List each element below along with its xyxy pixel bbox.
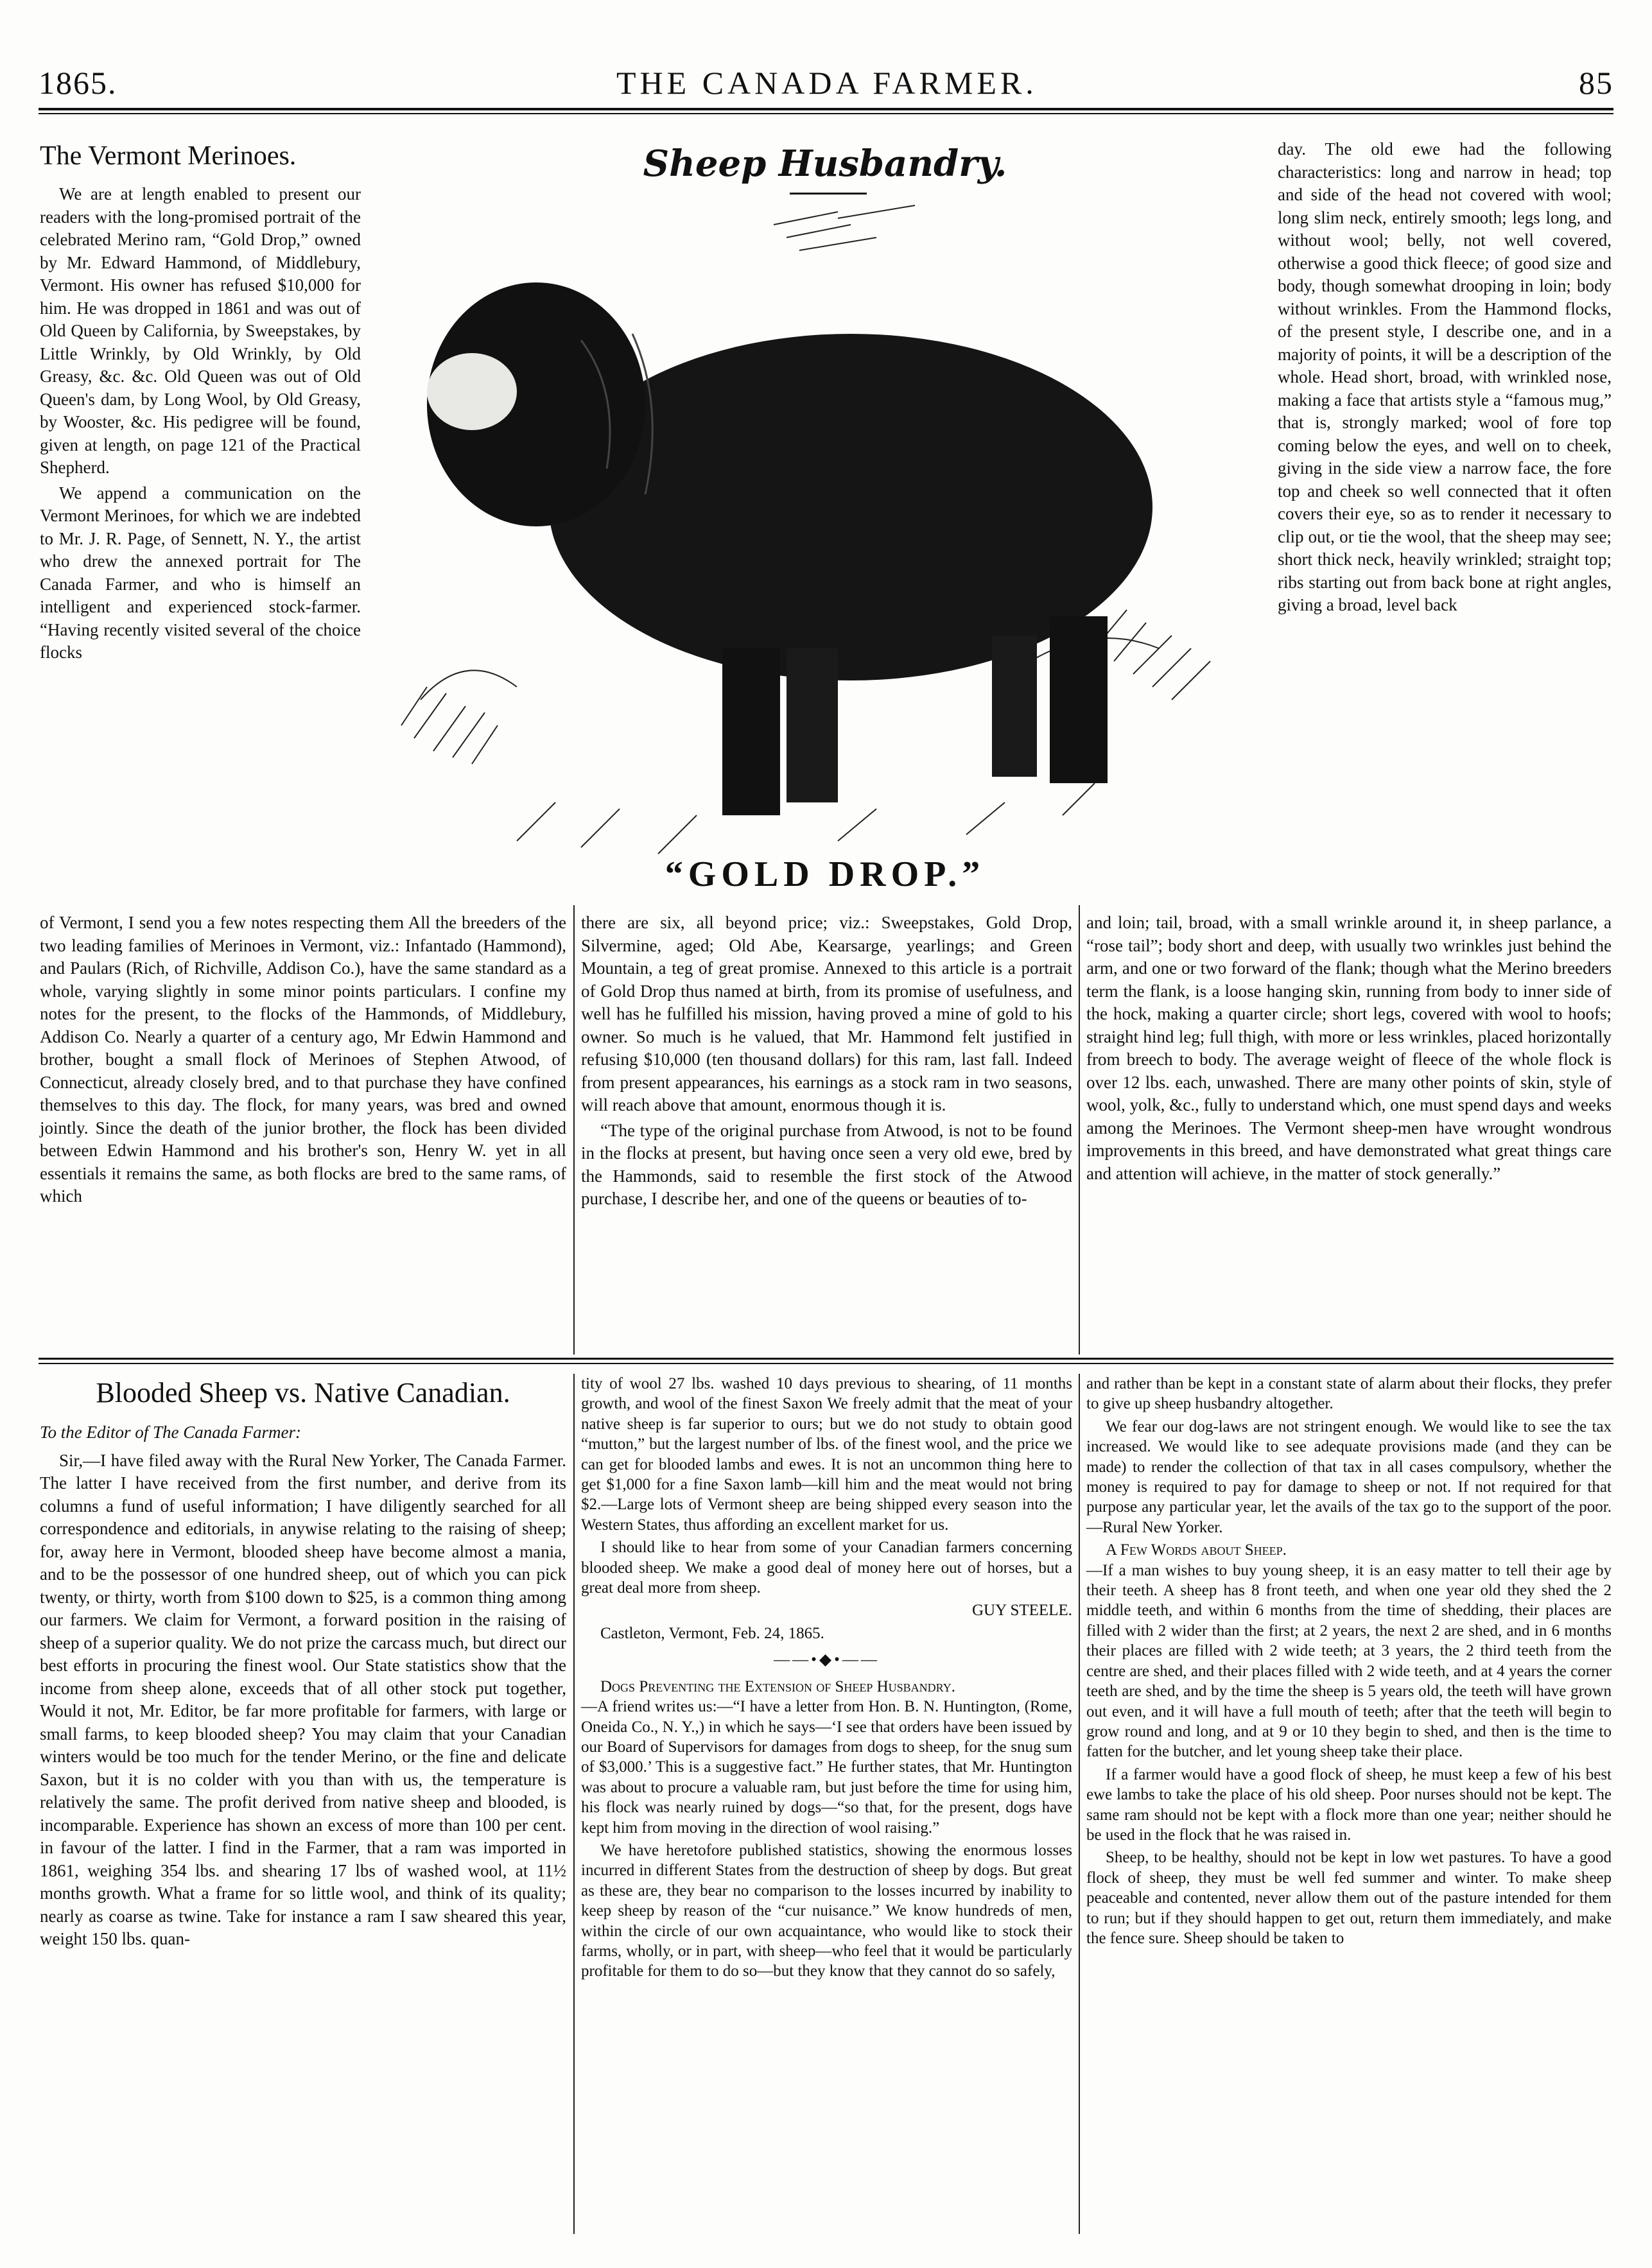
article-vermont-merinoes-col3: [1086, 912, 1612, 1188]
paragraph: and rather than be kept in a constant state of alarm about their flocks, they prefer to give up sheep husbandry altogether.: [1086, 1375, 1612, 1413]
paragraph: Sir,—I have filed away with the Rural New Yorker, The Canada Farmer. The latter I have received from the first number, and derive from its columns a fund of useful information; I have diligently searched for all correspondence and editorials, in anywise relating to the raising of sheep; for, away here in Vermont, blooded sheep have become almost a mania, and to be the possessor of one hundred sheep, out of which you can pick twenty, or thirty, worth from $100 down to $25, is a common thing among our farmers. We claim for Vermont, a forward position in the raising of sheep of a superior quality. We do not prize the carcass much, but direct our best efforts in procuring the finest wool. Our State statistics show that the income from sheep alone, exceeds that of all other stock put together, Would it not, Mr. Editor, be far more profitable for farmers, with large or small farms, to keep blooded sheep? You may claim that your Canadian winters would be too much for the tender Merino, or the fine and delicate Saxon, but it is no colder with you than with us, the temperature is relatively the same. The profit derived from native sheep and blooded, is incomparable. Experience has shown an excess of more than 100 per cent. in favour of the latter. I find in the Farmer, that a ram was imported in 1861, weighing 354 lbs. and shearing 17 lbs of washed wool, at 11½ months growth. What a frame for so little wool, and think of its quality; nearly as coarse as twine. Take for instance a ram I saw sheared this year, weight 150 lbs. quan-: [40, 1450, 566, 1948]
dateline: Castleton, Vermont, Feb. 24, 1865.: [600, 1624, 824, 1642]
paragraph: day. The old ewe had the following characteristics: long and narrow in head; top and side of the head not covered with wool; long slim neck, entirely smooth; legs long, and without wool; belly, not well covered, otherwise a good thick fleece; of good size and body, though somewhat drooping in loin; body without wrinkles. From the Hammond flocks, of the present style, I describe one, and in a majority of points, it will be a description of the whole. Head short, broad, with wrinkled nose, making a face that artists style a “famous mug,” that is, strongly marked; wool of fore top coming below the eyes, and well on to cheek, giving in the side view a narrow face, the fore top and cheek so well connected that it often covers their eye, so as to render it necessary to clip out, or tie the wool, that the sheep may see; short thick neck, heavily wrinkled; straight top; ribs starting out from back bone at right angles, giving a broad, level back: [1278, 139, 1612, 614]
column-rule: [1079, 905, 1080, 1355]
paragraph: —If a man wishes to buy young sheep, it is an easy matter to tell their age by their teeth. A sheep has 8 front teeth, and when one year old they shed the 2 middle teeth, and within 6 months from the time of shedding, their places are filled with 2 wider than the first; at 2 years, the next 2 are shed, and in 6 months their places are filled with 2 wide teeth; at 3 years, the 2 third teeth from the centre are shed, and their places filled with 2 wide teeth, and at 4 years the corner teeth are shed, and by the time the sheep is 5 years old, the teeth will have grown out even, and it will have a full mouth of teeth; after that the teeth will begin to grow round and long, and at 9 or 10 they begin to shed, and then is the time to fatten for the butcher, and let young sheep take their place.: [1086, 1561, 1612, 1761]
paragraph: If a farmer would have a good flock of sheep, he must keep a few of his best ewe lambs to take the place of his old sheep. Poor nurses should not be kept. The same ram should not be kept with a flock more than one year; neither should he be used in the flock that he was raised in.: [1086, 1765, 1612, 1844]
header-rule: [39, 108, 1613, 110]
divider-ornament: ——•◆•——: [774, 1651, 880, 1669]
gold-drop-ram-engraving: [388, 199, 1268, 905]
paragraph: tity of wool 27 lbs. washed 10 days previous to shearing, of 11 months growth, and wool of the finest Saxon We freely admit that the meat of your native sheep is far superior to ours; but we do not study to obtain good “mutton,” but the largest number of lbs. of the finest wool, and the price we can get for blooded lambs and ewes. It is not an uncommon thing here to get $1,000 for a fine Saxon lamb—kill him and the meat would not bring $2.—Large lots of Vermont sheep are being shipped every season into the Western States, thus affording an excellent market for us.: [581, 1375, 1072, 1534]
article-sheep-col3: [1086, 1374, 1612, 1951]
paragraph: of Vermont, I send you a few notes respecting them All the breeders of the two leading families of Merinoes in Vermont, viz.: Infantado (Hammond), and Paulars (Rich, of Richville, Addison Co.), have the same standard as a whole, varying slightly in some minor points particulars. I confine my notes for the present, to the flocks of the Hammonds, of Middlebury, Addison Co. Nearly a quarter of a century ago, Mr Edwin Hammond and brother, bought a small flock of Merinoes of Stephen Atwood, of Connecticut, already closely bred, and to that purchase they have confined themselves to this day. The flock, for many years, was bred and owned jointly. Since the death of the junior brother, the flock has been divided between Edwin Hammond and his brother's son, Henry W. yet in all essentials it remains the same, as both flocks are bred to the same rams, of which: [40, 913, 566, 1206]
illustration-caption: “GOLD DROP.”: [665, 854, 986, 894]
ram-leg: [787, 648, 838, 802]
header-title: THE CANADA FARMER.: [616, 65, 1038, 101]
paragraph: We have heretofore published statistics, showing the enormous losses incurred in different States from the destruction of sheep by dogs. But great as these are, they bear no comparison to the losses incurred by inability to keep sheep by reason of the “cur nuisance.” We know hundreds of men, within the circle of our own acquaintance, who would like to stock their farms, wholly, or in part, with sheep—who feel that it would be particularly profitable for them to do so—but they know that they cannot do so safely,: [581, 1841, 1072, 1980]
paragraph: “The type of the original purchase from Atwood, is not to be found in the flocks at present, but having once seen a very old ewe, bred by the Hammonds, said to resemble the first stock of the Atwood purchase, I describe her, and one of the queens or beauties of to-: [581, 1120, 1072, 1208]
paragraph: and loin; tail, broad, with a small wrinkle around it, in sheep parlance, a “rose tail”; body short and deep, with usually two wrinkles just behind the arm, and one or two forward of the flank; though what the Merino breeders term the flank, is a loose hanging skin, running from body to inner side of the hock, making a quarter circle; short legs, covered with wool to hoofs; straight hind leg; full thigh, with more or less wrinkles, placed horizontally from breech to body. The average weight of fleece of the whole flock is over 12 lbs. each, unwashed. There are many other points of skin, style of wool, yolk, &c., fully to understand which, one must spend days and weeks among the Merinoes. The Vermont sheep-men have wrought wondrous improvements in this breed, and have demonstrated what great things care and attention will achieve, in the matter of stock generally.”: [1086, 913, 1612, 1183]
header-page-number: 85: [1579, 65, 1613, 101]
ram-leg: [1050, 616, 1108, 783]
ram-face: [427, 353, 517, 430]
column-rule: [573, 905, 575, 1355]
article-vermont-merinoes-col2: [581, 912, 1072, 1213]
section-divider: [39, 1358, 1613, 1360]
paragraph: Sheep, to be healthy, should not be kept in low wet pastures. To have a good flock of sheep, they must be well fed summer and winter. To make sheep peaceable and contented, never allow them out of the pasture intended for them to run; but if they should happen to get out, return them immediately, and make the fence sure. Sheep should be taken to: [1086, 1849, 1612, 1947]
article-blooded-sheep-col2: [581, 1374, 1072, 1984]
article-vermont-merinoes-col3-wrap: [1278, 138, 1612, 619]
article-title: A Few Words about Sheep.: [1106, 1541, 1287, 1559]
signature: GUY STEELE.: [972, 1602, 1072, 1620]
header-rule-thin: [39, 113, 1613, 114]
paragraph: We fear our dog-laws are not stringent enough. We would like to see the tax increased. We would like to see adequate provisions made (and they can be made) to render the collection of that tax in all cases compulsory, whether the money is required to pay for damage to sheep or not. If not required for that purpose any particular year, let the avails of the tax go to the support of the poor.—Rural New Yorker.: [1086, 1417, 1612, 1536]
salutation: To the Editor of The Canada Farmer:: [40, 1423, 302, 1442]
heading-rule: [790, 193, 867, 195]
section-divider-thin: [39, 1363, 1613, 1364]
article-vermont-merinoes-wrap: [40, 138, 361, 667]
article-title: Blooded Sheep vs. Native Canadian.: [96, 1377, 510, 1408]
column-rule: [1079, 1374, 1080, 2234]
sheep-illustration: [388, 199, 1268, 905]
article-blooded-sheep-col1: [40, 1374, 566, 1953]
paragraph: We append a communication on the Vermont Merinoes, for which we are indebted to Mr. J. R. Page, of Sennett, N. Y., the artist who drew the annexed portrait for The Canada Farmer, and who is himself an intelligent and experienced stock-farmer. “Having recently visited several of the choice flocks: [40, 483, 361, 662]
paragraph: —A friend writes us:—“I have a letter from Hon. B. N. Huntington, (Rome, Oneida Co., N. Y.,) in which he says—‘I see that orders have been issued by our Board of Supervisors for damages from dogs to sheep, for the snug sum of $3,000.’ This is a suggestive fact.” He further states, that Mr. Huntington was about to procure a valuable ram, but just before the time for using him, his flock was nearly ruined by dogs—“so that, for the present, dogs have kept him from moving in the direction of wool raising.”: [581, 1698, 1072, 1837]
article-vermont-merinoes-col1: [40, 912, 566, 1211]
ram-leg: [992, 636, 1037, 777]
paragraph: there are six, all beyond price; viz.: Sweepstakes, Gold Drop, Silvermine, aged; Old Abe, Kearsarge, yearlings; and Green Mountain, a teg of great promise. Annexed to this article is a portrait of Gold Drop thus named at birth, from its promise of usefulness, and well has he fulfilled his mission, having proved a mine of gold to his owner. So much is he valued, that Mr. Hammond felt justified in refusing $10,000 (ten thousand dollars) for this ram, last fall. Indeed from present appearances, his earnings as a stock ram in two seasons, will reach above that amount, enormous though it is.: [581, 913, 1072, 1114]
article-title: Dogs Preventing the Extension of Sheep Husbandry.: [600, 1677, 955, 1695]
column-rule: [573, 1374, 575, 2234]
section-heading: Sheep Husbandry.: [643, 143, 1007, 185]
article-title: The Vermont Merinoes.: [40, 141, 297, 171]
paragraph: We are at length enabled to present our readers with the long-promised portrait of the celebrated Merino ram, “Gold Drop,” owned by Mr. Edward Hammond, of Middlebury, Vermont. His owner has refused $10,000 for him. He was dropped in 1861 and was out of Old Queen by California, by Sweepstakes, by Little Wrinkly, by Old Wrinkly, by Old Greasy, &c. &c. Old Queen was out of Old Queen's dam, by Long Wool, by Old Greasy, by Wooster, &c. His pedigree will be found, given at length, on page 121 of the Practical Shepherd.: [40, 184, 361, 477]
ram-leg: [722, 648, 780, 815]
paragraph: I should like to hear from some of your Canadian farmers concerning blooded sheep. We make a good deal of money here out of horses, but a great deal more from sheep.: [581, 1539, 1072, 1597]
header-year: 1865.: [39, 65, 117, 101]
